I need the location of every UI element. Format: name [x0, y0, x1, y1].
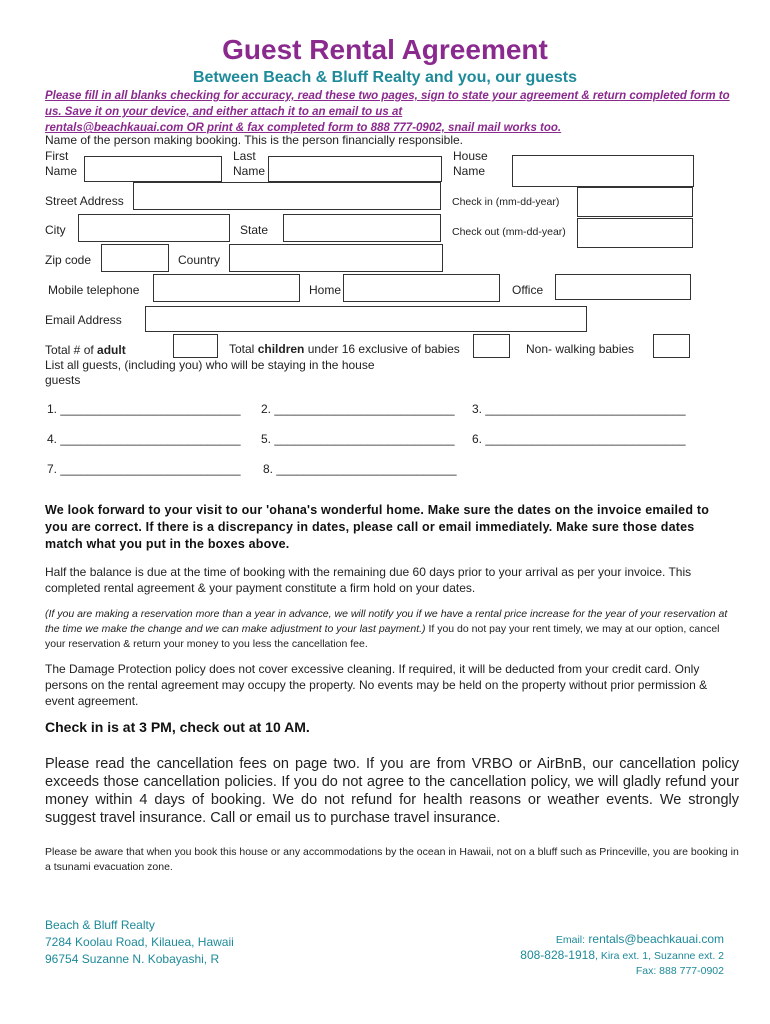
mobile-input[interactable]	[153, 274, 300, 302]
check-out-label: Check out (mm-dd-year)	[452, 226, 566, 238]
home-label: Home	[309, 283, 342, 297]
mobile-label: Mobile telephone	[48, 283, 140, 297]
country-input[interactable]	[229, 244, 443, 272]
instructions-part1: Please fill in all blanks checking for accuracy, read these two pages, sign to state your agreement & return completed form to us. Save it on your device, and either	[45, 90, 730, 118]
first-name-label: First Name	[45, 149, 78, 178]
checkin-times: Check in is at 3 PM, check out at 10 AM.	[45, 719, 310, 735]
half-balance-paragraph: Half the balance is due at the time of booking with the remaining due 60 days prior to your arrival as per your invoice. This completed rental agreement & your payment constitute a firm hold on your dates.	[45, 565, 692, 595]
page-subtitle: Between Beach & Bluff Realty and you, our guests	[192, 69, 578, 86]
country-label: Country	[178, 253, 221, 267]
house-name-input[interactable]	[512, 155, 694, 187]
footer-fax: Fax: 888 777-0902	[635, 965, 724, 977]
instructions	[45, 88, 735, 136]
advance-italic: (If you are making a reservation more than a year in advance, we will notify you if we have a rental price increase for the year of your reservation at the time we make the change and we can make adjustment to your last payment.)	[45, 608, 728, 635]
state-input[interactable]	[283, 214, 441, 242]
total-children-label	[229, 342, 460, 356]
footer-phone-main: 808-828-1918	[520, 948, 595, 962]
total-adult-bold: adult	[97, 343, 126, 357]
advance-rest: If you do not pay your rent timely, we may at our option, cancel your reservation & return your money to you less the cancellation fee.	[45, 623, 720, 650]
last-name-label: Last Name	[233, 149, 266, 178]
page-title: Guest Rental Agreement	[222, 34, 548, 65]
total-adult-prefix: Total # of	[45, 343, 98, 357]
check-in-input[interactable]	[577, 187, 693, 217]
booker-note: Name of the person making booking. This is the person financially responsible.	[45, 133, 464, 147]
city-label: City	[45, 223, 66, 237]
guest-line-1[interactable]: 1. ___________________________	[47, 402, 241, 416]
footer-company: Beach & Bluff Realty	[45, 918, 155, 932]
total-children-input[interactable]	[473, 334, 510, 358]
footer-contact	[520, 932, 724, 979]
guest-line-6[interactable]: 6. ______________________________	[472, 432, 686, 446]
tsunami-paragraph: Please be aware that when you book this house or any accommodations by the ocean in Hawaii, not on a bluff such as Princeville, you are booking in a tsunami evacuation zone.	[45, 846, 739, 873]
footer-email-link[interactable]: rentals@beachkauai.com	[588, 932, 724, 946]
instructions-part3: OR print & fax completed form to 888 777-0902, snail mail works too.	[183, 122, 562, 134]
guest-line-8[interactable]: 8. ___________________________	[263, 462, 457, 476]
state-label: State	[240, 223, 269, 237]
guest-line-7[interactable]: 7. ___________________________	[47, 462, 241, 476]
list-guests-label: List all guests, (including you) who will be staying in the house guests	[45, 358, 375, 387]
zip-input[interactable]	[101, 244, 169, 272]
total-children-bold: children	[257, 342, 305, 356]
street-address-input[interactable]	[133, 182, 441, 210]
office-input[interactable]	[555, 274, 691, 300]
footer-email-row	[520, 932, 724, 948]
instructions-part2: attach it to an email to us at	[250, 106, 403, 118]
non-walking-input[interactable]	[653, 334, 690, 358]
total-adult-input[interactable]	[173, 334, 218, 358]
zip-label: Zip code	[45, 253, 92, 267]
check-in-label: Check in (mm-dd-year)	[452, 196, 560, 208]
city-input[interactable]	[78, 214, 230, 242]
non-walking-label: Non- walking babies	[526, 342, 635, 356]
total-adult-label	[45, 343, 126, 357]
footer-address-line1: 7284 Koolau Road, Kilauea, Hawaii	[45, 935, 234, 949]
footer-phone-row	[520, 948, 724, 964]
footer-email-label: Email:	[555, 934, 586, 946]
guest-line-4[interactable]: 4. ___________________________	[47, 432, 241, 446]
cancellation-paragraph: Please read the cancellation fees on page two. If you are from VRBO or AirBnB, our cancellation policy exceeds those cancellation policies. If you do not agree to the cancellation policy, we will gladly refund your money within 4 days of booking. We do not refund for health reasons or weather events. We strongly suggest travel insurance. Call or email us to purchase travel insurance.	[45, 756, 739, 826]
email-input[interactable]	[145, 306, 587, 332]
guest-line-3[interactable]: 3. ______________________________	[472, 402, 686, 416]
house-name-label: House Name	[453, 149, 488, 178]
last-name-input[interactable]	[268, 156, 442, 182]
total-children-prefix: Total	[229, 342, 258, 356]
guest-line-5[interactable]: 5. ___________________________	[261, 432, 455, 446]
home-input[interactable]	[343, 274, 500, 302]
office-label: Office	[512, 283, 544, 297]
street-address-label: Street Address	[45, 194, 124, 208]
first-name-input[interactable]	[84, 156, 222, 182]
footer-phone-ext: , Kira ext. 1, Suzanne ext. 2	[595, 950, 724, 962]
damage-paragraph: The Damage Protection policy does not cover excessive cleaning. If required, it will be deducted from your credit card. Only persons on the rental agreement may occupy the property. No events may be held on the property without prior permission & event agreement.	[45, 662, 708, 708]
welcome-paragraph: We look forward to your visit to our 'ohana's wonderful home. Make sure the dates on the invoice emailed to you are correct. If there is a discrepancy in dates, please call or email immediately. Make sure those dates match what you put in the boxes above.	[45, 503, 710, 551]
advance-paragraph	[45, 607, 740, 652]
instructions-email-link[interactable]: rentals@beachkauai.com	[45, 122, 184, 134]
footer-address	[45, 917, 234, 968]
total-children-suffix: under 16 exclusive of babies	[304, 342, 460, 356]
guest-line-2[interactable]: 2. ___________________________	[261, 402, 455, 416]
email-label: Email Address	[45, 313, 122, 327]
footer-address-line2: 96754 Suzanne N. Kobayashi, R	[45, 952, 220, 966]
check-out-input[interactable]	[577, 218, 693, 248]
